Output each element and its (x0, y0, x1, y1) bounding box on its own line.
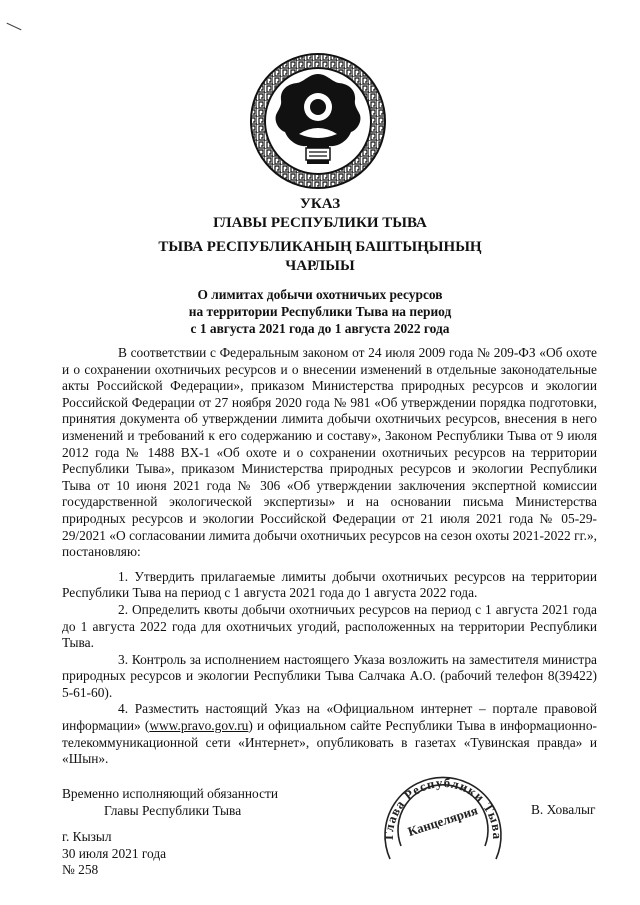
item-3-paragraph: 3. Контроль за исполнением настоящего Указа возложить на заместителя министра природных ресурсов и экологии Республики Тыва Салчака А.О. (рабочий телефон 8(39422) 5-61-60). (62, 651, 597, 700)
decree-title-tuvan-line2: ЧАРЛЫЫ (285, 258, 355, 274)
signatory-position-line2: Главы Республики Тыва (104, 803, 242, 818)
footer-place: г. Кызыл (62, 829, 112, 844)
scan-artifact (7, 23, 22, 31)
coat-of-arms-emblem (249, 52, 387, 190)
document-footer (62, 829, 166, 879)
decree-subject (40, 286, 600, 337)
pravo-gov-link[interactable]: www.pravo.gov.ru (149, 718, 249, 734)
decree-title (40, 195, 600, 233)
footer-date: 30 июля 2021 года (62, 845, 167, 861)
item-4-text-after: ) и официальном сайте Республики Тыва в информационно-телекоммуникационной сети «Интернет», опубликовать в газетах «Тувинская правда» и «Шын». (62, 718, 597, 767)
official-stamp (368, 743, 518, 873)
decree-title-line1: УКАЗ (299, 196, 341, 212)
decree-title-tuvan-line1: ТЫВА РЕСПУБЛИКАНЫҢ БАШТЫҢЫНЫҢ (158, 239, 482, 255)
decree-title-line2: ГЛАВЫ РЕСПУБЛИКИ ТЫВА (213, 215, 427, 231)
item-1-paragraph: 1. Утвердить прилагаемые лимиты добычи охотничьих ресурсов на территории Республики Тыва на период с 1 августа 2021 года до 1 августа 2022 года. (62, 568, 597, 601)
item-4-text-before: 4. Разместить настоящий Указ на «Официальном интернет – портале правовой информации» ( (62, 701, 597, 734)
item-2-paragraph: 2. Определить квоты добычи охотничьих ресурсов на период с 1 августа 2021 года до 1 августа 2022 года для охотничьих угодий, расположенных на территории Республики Тыва. (62, 601, 597, 651)
footer-number: № 258 (62, 862, 99, 878)
subject-line3: с 1 августа 2021 года до 1 августа 2022 года (190, 321, 450, 336)
subject-line2: на территории Республики Тыва на период (188, 304, 452, 319)
signatory-position (62, 785, 278, 819)
decree-body (62, 345, 597, 768)
signatory-name: В. Ховалыг (531, 802, 596, 817)
decree-title-tuvan (40, 238, 600, 276)
preamble-paragraph: В соответствии с Федеральным законом от 24 июля 2009 года № 209-ФЗ «Об охоте и о сохранении охотничьих ресурсов и о внесении изменений в отдельные законодательные акты Российской Федерации», приказом Министерства природных ресурсов и экологии Российской Федерации от 27 ноября 2020 года № 981 «Об утверждении порядка подготовки, принятия документа об утверждении лимита добычи охотничьих ресурсов, внесения в него изменений и требований к его содержанию и составу», Законом Республики Тыва от 9 июля 2012 года № 1488 ВХ-1 «Об охоте и о сохранении охотничьих ресурсов на территории Республики Тыва», приказом Министерства природных ресурсов и экологии Республики Тыва от 10 июня 2021 года № 306 «Об утверждении заключения экспертной комиссии государственной экологической экспертизы» и на основании письма Министерства природных ресурсов и экологии Российской Федерации от 21 июля 2021 года № 05-29-29/2021 «О согласовании лимита добычи охотничьих ресурсов на сезон охоты 2021-2022 гг.», постановляю: (62, 345, 597, 560)
subject-line1: О лимитах добычи охотничьих ресурсов (197, 287, 443, 302)
signatory-position-line1: Временно исполняющий обязанности (62, 786, 279, 801)
stamp-inner-text: Канцелярия (405, 802, 480, 840)
stamp-outer-text: Глава Республики Тыва (380, 774, 506, 841)
